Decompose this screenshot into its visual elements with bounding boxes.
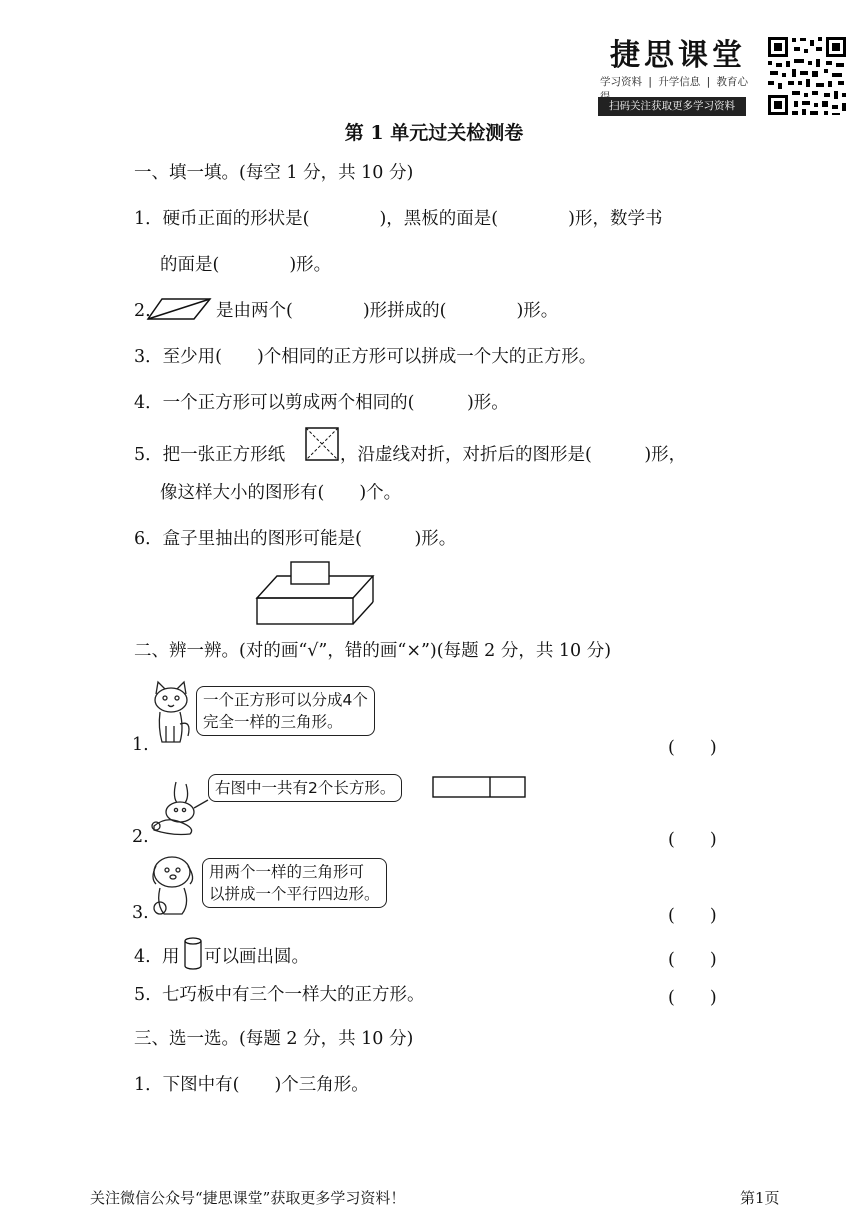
cat-cartoon-icon bbox=[148, 680, 196, 746]
page-number: 第1页 bbox=[740, 1189, 780, 1207]
q5-line2: 像这样大小的图形有( )个。 bbox=[160, 483, 402, 503]
item4-pre: 用 bbox=[162, 947, 180, 967]
item1-number: 1. bbox=[132, 735, 149, 755]
brand-tag: 升学信息 bbox=[658, 76, 701, 88]
q2-number: 2. bbox=[134, 301, 151, 321]
speech-bubble-3: 用两个一样的三角形可 以拼成一个平行四边形。 bbox=[202, 858, 387, 908]
item2-number: 2. bbox=[132, 827, 149, 847]
answer-paren-5[interactable]: ( ) bbox=[668, 988, 717, 1008]
item4-number: 4. bbox=[134, 947, 151, 967]
qr-code-icon[interactable] bbox=[766, 35, 848, 117]
rectangle-figure bbox=[432, 776, 528, 800]
q1-line1: 1．硬币正面的形状是( )，黑板的面是( )形，数学书 bbox=[134, 209, 663, 229]
box-figure bbox=[255, 560, 375, 626]
rabbit-cartoon-icon bbox=[146, 778, 210, 838]
speech-bubble-1: 一个正方形可以分成4个 完全一样的三角形。 bbox=[196, 686, 375, 736]
section3-heading: 三、选一选。(每题 2 分，共 10 分) bbox=[134, 1029, 414, 1049]
brand-title: 捷思课堂 bbox=[610, 38, 746, 73]
answer-paren-1[interactable]: ( ) bbox=[668, 738, 717, 758]
answer-paren-4[interactable]: ( ) bbox=[668, 950, 717, 970]
item3-number: 3. bbox=[132, 903, 149, 923]
answer-paren-2[interactable]: ( ) bbox=[668, 830, 717, 850]
puppy-cartoon-icon bbox=[148, 852, 200, 918]
parallelogram-figure bbox=[146, 295, 212, 323]
q5-suffix: ，沿虚线对折，对折后的图形是( )形， bbox=[340, 445, 687, 465]
answer-paren-3[interactable]: ( ) bbox=[668, 906, 717, 926]
section1-heading: 一、填一填。(每空 1 分，共 10 分) bbox=[134, 163, 414, 183]
footer-left: 关注微信公众号“捷思课堂”获取更多学习资料！ bbox=[90, 1189, 406, 1207]
section2-heading: 二、辨一辨。(对的画“√”，错的画“×”)(每题 2 分，共 10 分) bbox=[134, 641, 612, 661]
q3: 3．至少用( )个相同的正方形可以拼成一个大的正方形。 bbox=[134, 347, 597, 367]
q4: 4．一个正方形可以剪成两个相同的( )形。 bbox=[134, 393, 509, 413]
brand-tag: 教育心 bbox=[716, 76, 748, 88]
item5-text: 七巧板中有三个一样大的正方形。 bbox=[162, 985, 425, 1005]
item4-post: 可以画出圆。 bbox=[204, 947, 309, 967]
brand-bar: 扫码关注获取更多学习资料 bbox=[598, 97, 746, 116]
cylinder-figure bbox=[182, 936, 204, 972]
brand-tag: 学习资料 bbox=[600, 76, 642, 88]
item5-number: 5. bbox=[134, 985, 151, 1005]
page-title: 第 1 单元过关检测卷 bbox=[344, 122, 524, 144]
q5-prefix: 5．把一张正方形纸 bbox=[134, 445, 286, 465]
q1-line2: 的面是( )形。 bbox=[160, 255, 332, 275]
section3-q1: 1．下图中有( )个三角形。 bbox=[134, 1075, 369, 1095]
speech-bubble-2: 右图中一共有2个长方形。 bbox=[208, 774, 402, 802]
q2-text: 是由两个( )形拼成的( )形。 bbox=[216, 301, 559, 321]
brand-tags: 学习资料 | 升学信息 | 教育心 bbox=[600, 74, 750, 104]
q6: 6．盒子里抽出的图形可能是( )形。 bbox=[134, 529, 457, 549]
folded-square-figure bbox=[304, 426, 340, 462]
